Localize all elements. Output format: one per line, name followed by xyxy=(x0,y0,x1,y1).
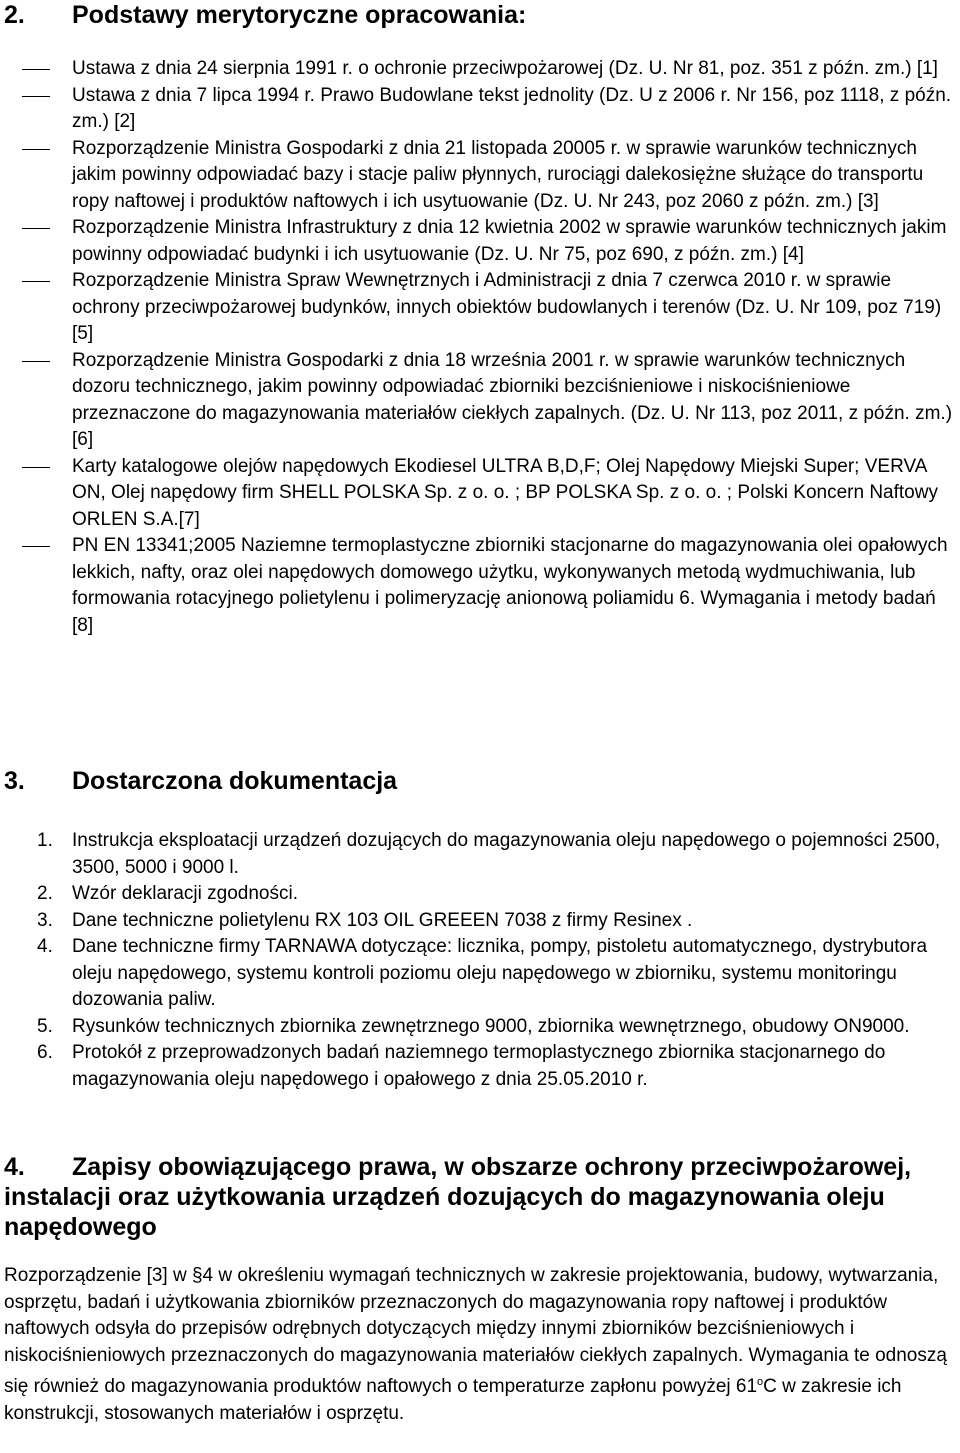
legal-basis-item xyxy=(0,215,960,268)
item-text: Dane techniczne polietylenu RX 103 OIL GREEEN 7038 z firmy Resinex . xyxy=(72,909,693,931)
paragraph-text: Rozporządzenie [3] w §4 w określeniu wymagań technicznych w zakresie projektowania, budowy, wytwarzania, osprzętu, badań i użytkowania zbiorników przeznaczonych do magazynowania ropy naftowej i produktów naftowych odsyła do przepisów odrębnych dotyczących między innymi zbiorników bezciśnieniowych i niskociśnieniowych przeznaczonych do magazynowania materiałów ciekłych zapalnych. Wymagania te odnoszą się również do magazynowania produktów naftowych o temperaturze zapłonu powyżej 61 xyxy=(4,1265,947,1397)
legal-basis-text: Rozporządzenie Ministra Gospodarki z dnia 18 września 2001 r. w sprawie warunków technicznych dozoru technicznego, jakim powinny odpowiadać zbiorniki bezciśnieniowe i niskociśnieniowe przeznaczone do magazynowania materiałów ciekłych zapalnych. (Dz. U. Nr 113, poz 2011, z późn. zm.)[6] xyxy=(72,349,953,450)
legal-basis-item xyxy=(0,83,960,136)
dash-bullet xyxy=(22,96,50,97)
section-4-title: Zapisy obowiązującego prawa, w obszarze ochrony przeciwpożarowej, instalacji oraz użytkowania urządzeń dozujących do magazynowania oleju napędowego xyxy=(4,1153,912,1241)
dash-bullet xyxy=(22,361,50,362)
dash-bullet xyxy=(22,228,50,229)
item-number: 3. xyxy=(37,909,53,931)
legal-basis-item xyxy=(0,268,960,348)
section-3-title: Dostarczona dokumentacja xyxy=(72,767,398,795)
documentation-item xyxy=(0,1040,960,1093)
section-3-number: 3. xyxy=(4,767,25,795)
legal-basis-text: Rozporządzenie Ministra Infrastruktury z dnia 12 kwietnia 2002 w sprawie warunków technicznych jakim powinny odpowiadać budynki i ich usytuowanie (Dz. U. Nr 75, poz 690, z późn. zm.) [4] xyxy=(72,217,947,265)
legal-basis-text: Ustawa z dnia 24 sierpnia 1991 r. o ochronie przeciwpożarowej (Dz. U. Nr 81, poz. 351 z późn. zm.) [1] xyxy=(72,58,938,79)
section-4-heading xyxy=(4,1152,956,1242)
legal-basis-list xyxy=(0,56,960,639)
section-2-number: 2. xyxy=(4,1,25,29)
paragraph-text-end: w zakresie ich konstrukcji, stosowanych materiałów i osprzętu. xyxy=(4,1376,902,1424)
section-2-title: Podstawy merytoryczne opracowania: xyxy=(72,1,527,29)
legal-basis-text: Karty katalogowe olejów napędowych Ekodiesel ULTRA B,D,F; Olej Napędowy Miejski Super; VERVA ON, Olej napędowy firm SHELL POLSKA Sp. z o. o. ; BP POLSKA Sp. z o. o. ; Polski Koncern Naftowy ORLEN S.A.[7] xyxy=(72,455,938,530)
legal-basis-item xyxy=(0,56,960,83)
legal-basis-text: Ustawa z dnia 7 lipca 1994 r. Prawo Budowlane tekst jednolity (Dz. U z 2006 r. Nr 156, poz 1118, z późn. zm.) [2] xyxy=(72,84,952,132)
item-text: Wzór deklaracji zgodności. xyxy=(72,883,298,904)
legal-basis-item xyxy=(0,136,960,216)
dash-bullet xyxy=(22,149,50,150)
item-number: 6. xyxy=(37,1042,53,1063)
legal-basis-text: Rozporządzenie Ministra Spraw Wewnętrznych i Administracji z dnia 7 czerwca 2010 r. w sprawie ochrony przeciwpożarowej budynków, innych obiektów budowlanych i terenów (Dz. U. Nr 109, poz 719) [5] xyxy=(72,270,942,344)
section-2-heading xyxy=(4,0,526,30)
item-text: Protokół z przeprowadzonych badań naziemnego termoplastycznego zbiornika stacjonarnego do magazynowania oleju napędowego i opałowego z dnia 25.05.2010 r. xyxy=(72,1042,886,1090)
item-number: 1. xyxy=(37,830,53,851)
legal-basis-text: PN EN 13341;2005 Naziemne termoplastyczne zbiorniki stacjonarne do magazynowania olei opałowych lekkich, nafty, oraz olei napędowych domowego użytku, wykonywanych metodą wydmuchiwania, lub formowania rotacyjnego polietylenu i polimeryzację anionową poliamidu 6. Wymagania i metody badań [8] xyxy=(72,535,948,636)
regulation-paragraph xyxy=(4,1263,956,1427)
dash-bullet xyxy=(22,69,50,70)
documentation-item xyxy=(0,934,960,1014)
dash-bullet xyxy=(22,546,50,547)
documentation-item xyxy=(0,1014,960,1041)
documentation-item xyxy=(0,908,960,935)
documentation-item xyxy=(0,881,960,908)
legal-basis-item xyxy=(0,533,960,639)
item-text: Rysunków technicznych zbiornika zewnętrznego 9000, zbiornika wewnętrznego, obudowy ON9000. xyxy=(72,1015,910,1037)
section-3-heading xyxy=(4,766,397,796)
legal-basis-item xyxy=(0,454,960,534)
temperature-unit: C xyxy=(763,1376,777,1397)
documentation-list xyxy=(0,828,960,1093)
item-text: Dane techniczne firmy TARNAWA dotyczące: licznika, pompy, pistoletu automatycznego, dystrybutora oleju napędowego, systemu kontroli poziomu oleju napędowego w zbiorniku, systemu monitoringu dozowania paliw. xyxy=(72,936,928,1010)
degree-symbol: o xyxy=(757,1376,764,1388)
item-number: 4. xyxy=(37,936,53,957)
dash-bullet xyxy=(22,281,50,282)
item-text: Instrukcja eksploatacji urządzeń dozujących do magazynowania oleju napędowego o pojemności 2500, 3500, 5000 i 9000 l. xyxy=(72,830,941,878)
legal-basis-item xyxy=(0,348,960,454)
item-number: 2. xyxy=(37,883,53,904)
dash-bullet xyxy=(22,467,50,468)
item-number: 5. xyxy=(37,1015,53,1037)
section-4-number: 4. xyxy=(4,1153,25,1181)
documentation-item xyxy=(0,828,960,881)
legal-basis-text: Rozporządzenie Ministra Gospodarki z dnia 21 listopada 20005 r. w sprawie warunków technicznych jakim powinny odpowiadać bazy i stacje paliw płynnych, rurociągi dalekosiężne służące do transportu ropy naftowej i produktów naftowych i ich usytuowanie (Dz. U. Nr 243, poz 2060 z późn. zm.) [3] xyxy=(72,137,924,212)
